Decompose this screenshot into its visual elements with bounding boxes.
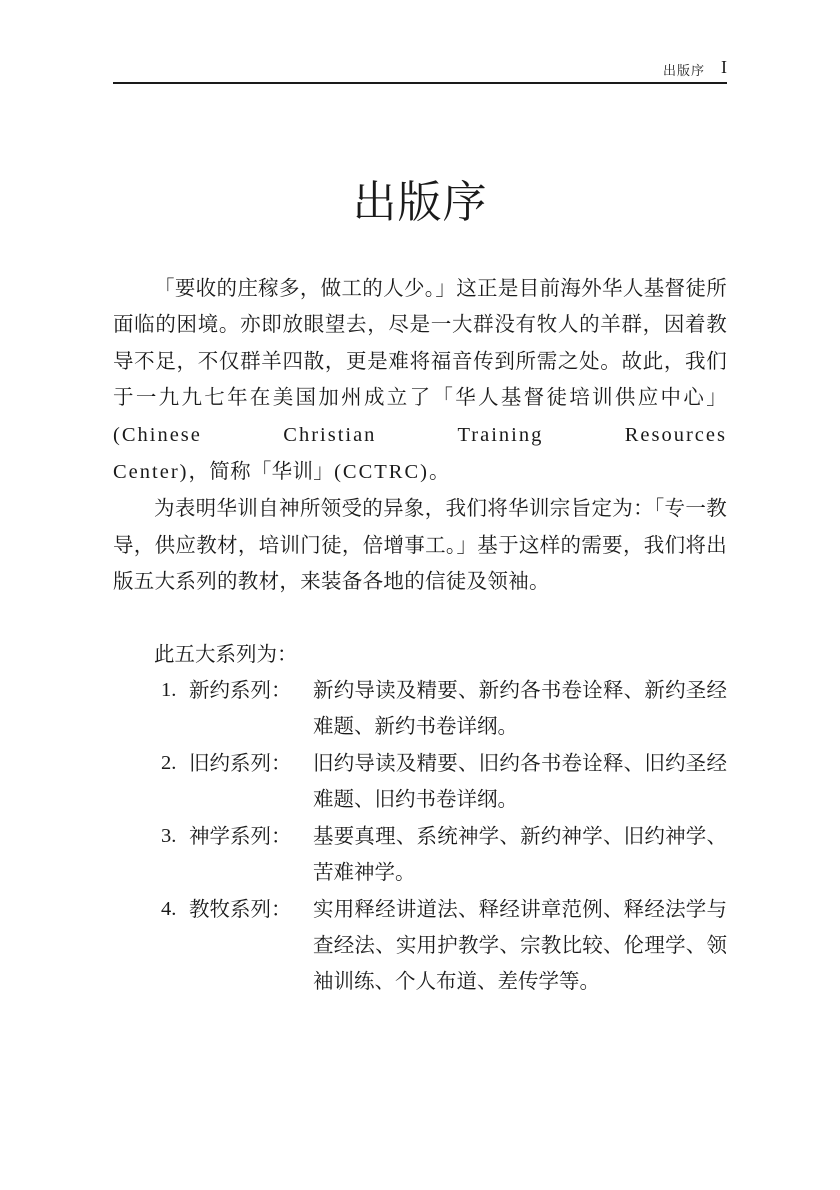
abbreviation-text: ，简称「华训」	[188, 459, 335, 484]
series-contents: 旧约导读及精要、旧约各书卷诠释、旧约圣经难题、旧约书卷详纲。	[313, 750, 727, 812]
paragraph-intro-text: 「要收的庄稼多，做工的人少。」这正是目前海外华人基督徒所面临的困境。亦即放眼望去，尽是一大群没有牧人的羊群，因着教导不足，不仅群羊四散，更是难将福音传到所需之处。故此，我们于一九九七年在美国加州成立了「华人基督徒培训供应中心」	[113, 276, 727, 410]
series-intro: 此五大系列为：	[154, 641, 298, 666]
series-item	[113, 745, 727, 818]
series-name: 教牧系列：	[189, 896, 292, 921]
paragraph-intro-end: 。	[428, 459, 450, 484]
page-number: I	[721, 57, 727, 77]
running-title: 出版序	[662, 64, 705, 79]
series-number: 3.	[161, 824, 177, 847]
series-list	[113, 672, 727, 1000]
series-contents: 基要真理、系统神学、新约神学、旧约神学、苦难神学。	[313, 823, 727, 885]
paragraph-intro	[113, 270, 727, 490]
paragraph-vision: 为表明华训自神所领受的异象，我们将华训宗旨定为：「专一教导，供应教材，培训门徒，倍增事工。」基于这样的需要，我们将出版五大系列的教材，来装备各地的信徒及领袖。	[113, 496, 727, 594]
abbreviation-latin: (CCTRC)	[334, 461, 429, 484]
body-text	[113, 270, 727, 1000]
series-number: 4.	[161, 897, 177, 920]
series-item	[113, 891, 727, 1000]
series-contents: 实用释经讲道法、释经讲章范例、释经法学与查经法、实用护教学、宗教比较、伦理学、领袖训练、个人布道、差传学等。	[313, 896, 727, 994]
series-number: 1.	[161, 679, 177, 702]
series-name: 旧约系列：	[189, 750, 292, 775]
series-name: 神学系列：	[189, 823, 292, 848]
series-name: 新约系列：	[189, 678, 292, 703]
series-item	[113, 672, 727, 745]
english-org-name: (Chinese Christian Training Resources Center)	[113, 423, 727, 484]
series-item	[113, 818, 727, 891]
running-header	[113, 58, 727, 84]
page-title: 出版序	[352, 177, 488, 228]
series-contents: 新约导读及精要、新约各书卷诠释、新约圣经难题、新约书卷详纲。	[313, 678, 727, 739]
series-number: 2.	[161, 751, 177, 774]
